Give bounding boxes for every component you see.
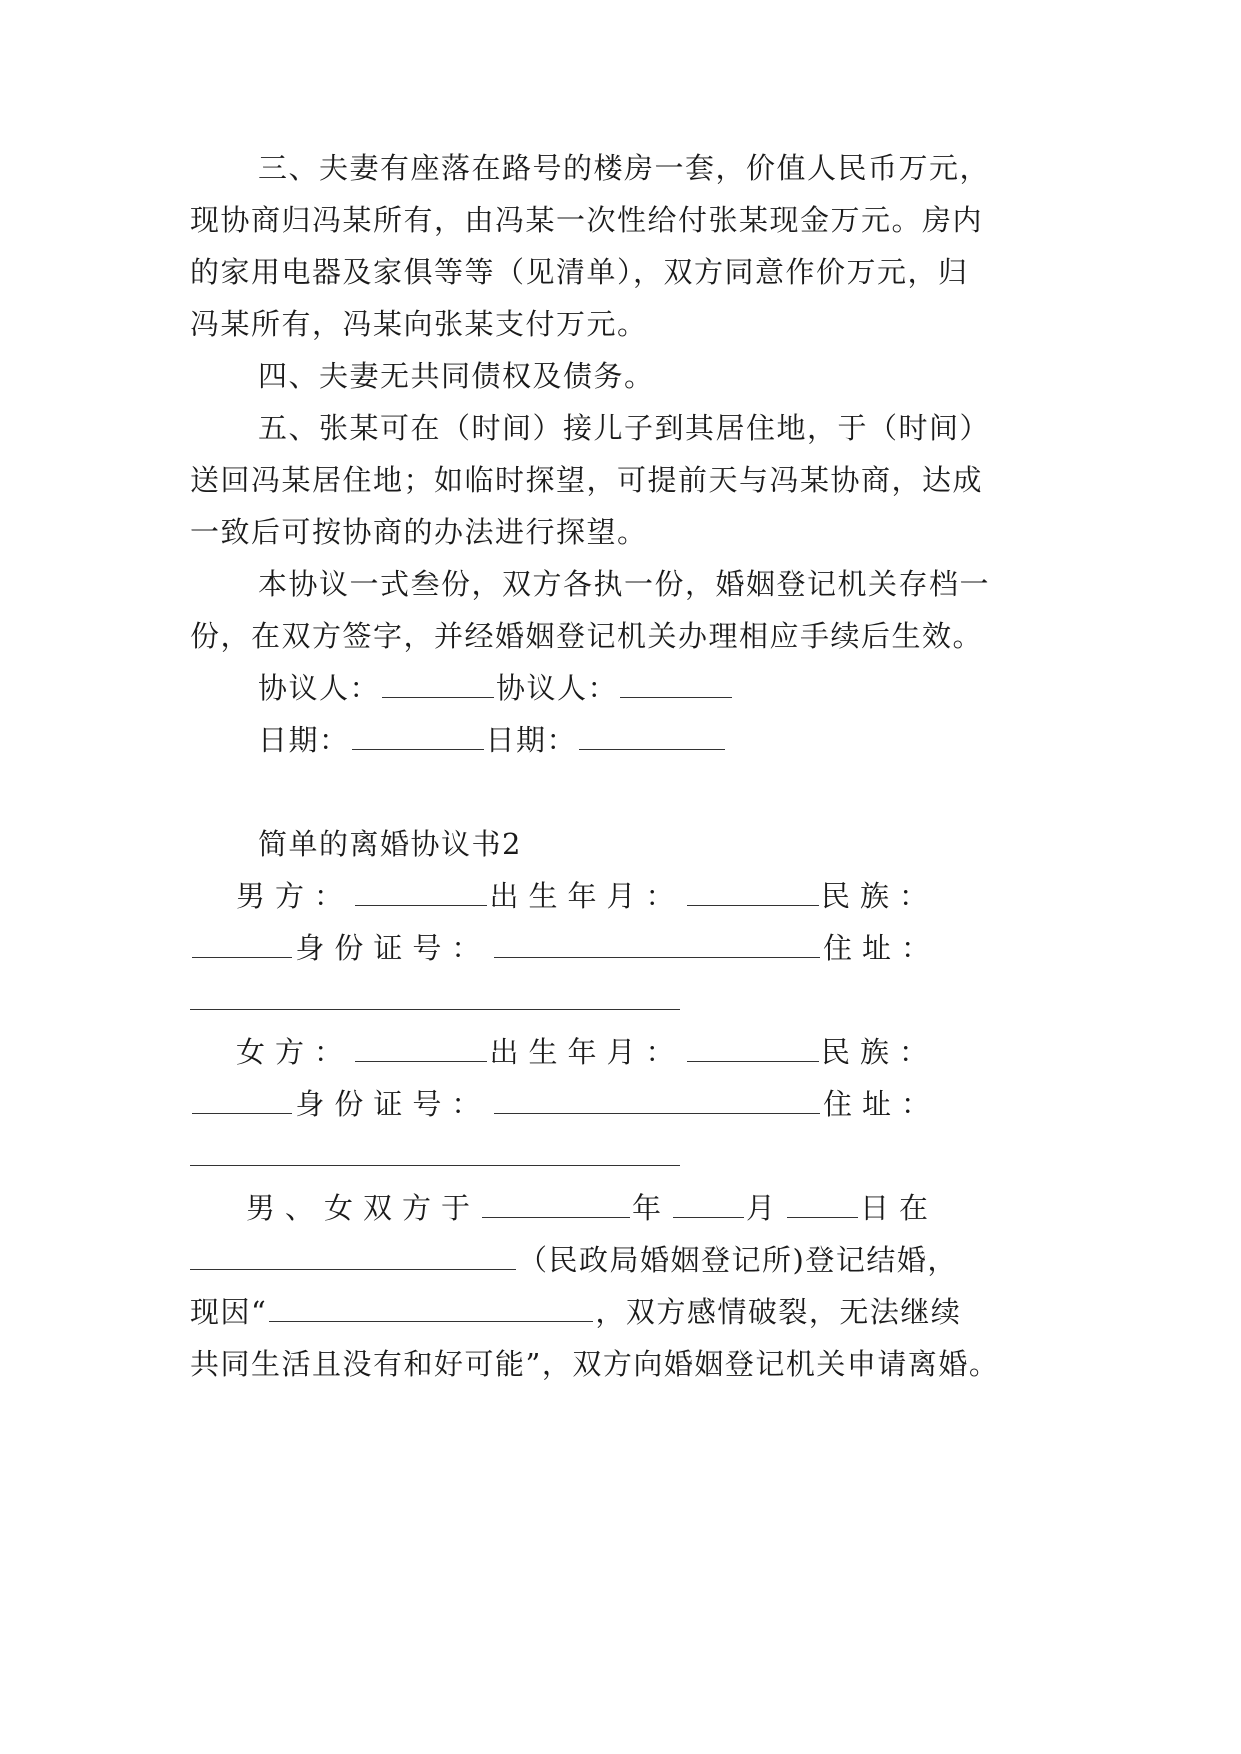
- male-row-2: [190, 928, 940, 968]
- male-address-blank[interactable]: [190, 1008, 680, 1010]
- male-birth-label: 出生年月：: [489, 879, 685, 913]
- marriage-year-blank[interactable]: [482, 1216, 630, 1218]
- male-address-label: 住址：: [822, 931, 940, 965]
- marriage-row-4: 共同生活且没有和好可能”，双方向婚姻登记机关申请离婚。: [190, 1347, 1000, 1381]
- party-label-2: 协议人：: [496, 671, 619, 705]
- marriage-month-label: 月: [745, 1191, 785, 1225]
- section-2-title: 简单的离婚协议书2: [258, 827, 522, 861]
- male-ethnicity-label: 民族：: [820, 879, 938, 913]
- marriage-year-label: 年: [631, 1191, 671, 1225]
- female-address-label: 住址：: [822, 1087, 940, 1121]
- marriage-month-blank[interactable]: [673, 1216, 744, 1218]
- male-name-blank[interactable]: [355, 904, 487, 906]
- male-birth-blank[interactable]: [687, 904, 819, 906]
- female-ethnicity-blank[interactable]: [192, 1112, 292, 1114]
- male-id-blank[interactable]: [494, 956, 820, 958]
- female-address-blank[interactable]: [190, 1164, 680, 1166]
- male-row-3: [190, 980, 1050, 1020]
- marriage-day-label: 日在: [859, 1191, 938, 1225]
- closing-line-1: 本协议一式叁份，双方各执一份，婚姻登记机关存档一: [258, 567, 991, 601]
- paragraph-5-line-2: 送回冯某居住地；如临时探望，可提前天与冯某协商，达成: [190, 463, 984, 497]
- date-row: [258, 720, 1050, 760]
- female-row-2: [190, 1084, 940, 1124]
- female-label: 女方：: [236, 1035, 354, 1069]
- paragraph-3-line-4: 冯某所有，冯某向张某支付万元。: [190, 307, 648, 341]
- female-id-blank[interactable]: [494, 1112, 820, 1114]
- signature-row: [258, 668, 1050, 708]
- female-ethnicity-label: 民族：: [820, 1035, 938, 1069]
- female-birth-blank[interactable]: [687, 1060, 819, 1062]
- male-id-label: 身份证号：: [295, 931, 491, 965]
- female-name-blank[interactable]: [355, 1060, 487, 1062]
- female-row-3: [190, 1136, 1050, 1176]
- marriage-reason-prefix: 现因“: [190, 1295, 268, 1329]
- marriage-prefix: 男、女双方于: [246, 1191, 481, 1225]
- marriage-reason-blank[interactable]: [269, 1320, 593, 1322]
- male-row-1: [236, 876, 938, 916]
- paragraph-4-line-1: 四、夫妻无共同债权及债务。: [258, 359, 655, 393]
- paragraph-3-line-3: 的家用电器及家俱等等（见清单），双方同意作价万元，归: [190, 255, 969, 289]
- female-id-label: 身份证号：: [295, 1087, 491, 1121]
- paragraph-5-line-3: 一致后可按协商的办法进行探望。: [190, 515, 648, 549]
- male-ethnicity-blank[interactable]: [192, 956, 292, 958]
- date-blank-1[interactable]: [352, 748, 484, 750]
- marriage-row-2: [190, 1240, 1050, 1280]
- closing-line-2: 份，在双方签字，并经婚姻登记机关办理相应手续后生效。: [190, 619, 984, 653]
- male-label: 男方：: [236, 879, 354, 913]
- female-birth-label: 出生年月：: [489, 1035, 685, 1069]
- marriage-day-blank[interactable]: [787, 1216, 858, 1218]
- marriage-office: （民政局婚姻登记所)登记结婚，: [518, 1243, 958, 1277]
- marriage-row-3: [190, 1292, 1050, 1332]
- date-blank-2[interactable]: [579, 748, 725, 750]
- party-blank-1[interactable]: [382, 696, 494, 698]
- marriage-office-blank[interactable]: [190, 1268, 516, 1270]
- party-label-1: 协议人：: [258, 671, 381, 705]
- paragraph-3-line-2: 现协商归冯某所有，由冯某一次性给付张某现金万元。房内: [190, 203, 984, 237]
- female-row-1: [236, 1032, 938, 1072]
- marriage-reason-suffix: ，双方感情破裂，无法继续: [595, 1295, 962, 1329]
- date-label-2: 日期：: [485, 723, 578, 757]
- marriage-row-1: [246, 1188, 938, 1228]
- paragraph-5-line-1: 五、张某可在（时间）接儿子到其居住地，于（时间）: [258, 411, 991, 445]
- paragraph-3-line-1: 三、夫妻有座落在路号的楼房一套，价值人民币万元，: [258, 151, 991, 185]
- party-blank-2[interactable]: [620, 696, 732, 698]
- date-label-1: 日期：: [258, 723, 350, 757]
